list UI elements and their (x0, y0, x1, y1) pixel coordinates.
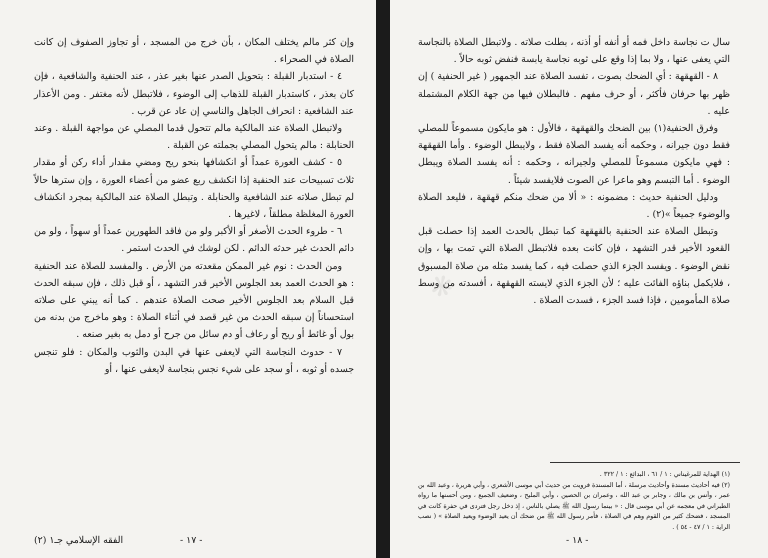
right-page (390, 0, 768, 558)
paragraph: سال ت نجاسة داخل فمه أو أنفه أو أذنه ، بطلت صلاته . ولاتبطل الصلاة بالنجاسة التي يعفى عنها ، ولا بما إذا وقع على ثوبه نجاسة يابسة فنفض ثوبه حالاً . (418, 37, 730, 66)
right-page-body (418, 34, 730, 309)
left-page-body (34, 34, 354, 378)
page-number: - ١٧ - (180, 535, 203, 546)
paragraph: وإن كثر مالم يختلف المكان ، بأن خرج من المسجد ، أو تجاوز الصفوف إن كانت الصلاة في الصحراء . (34, 37, 354, 66)
page-number: - ١٨ - (566, 535, 589, 546)
paragraph: ودليل الحنفية حديث : مضمونه : « ألا من ضحك منكم قهقهة ، فليعد الصلاة والوضوء جميعاً »(٢) . (418, 191, 730, 221)
series-label: الفقه الإسلامي جـ١ (٢) (34, 535, 124, 546)
footnote-divider (550, 462, 740, 463)
paragraph: ولاتبطل الصلاة عند المالكية مالم تتحول قدما المصلي عن مواجهة القبلة . وعند الحنابلة : مالم يتحول المصلي بجملته عن القبلة . (34, 123, 354, 152)
left-page (0, 0, 376, 558)
footnotes (418, 470, 730, 534)
watermark: ❋ (423, 266, 461, 307)
paragraph: ٧ - حدوث النجاسة التي لايعفى عنها في البدن والثوب والمكان : فلو تنجس جسده أو ثوبه ، أو سجد على شيء نجس بنجاسة لايعفى عنها ، أو (34, 346, 354, 375)
footnote: (١) الهداية للمرغيناني : ١ / ٦١ ، البدائع : ١ / ٣٢٢ . (599, 471, 730, 478)
paragraph: ٨ - القهقهة : أي الضحك بصوت ، تفسد الصلاة عند الجمهور ( غير الحنفية ) إن ظهر بها حرفان فأكثر ، أو حرف مفهم . فالبطلان فيها من جهة الكلام المشتملة عليه . (418, 71, 730, 117)
paragraph: ومن الحدث : نوم غير الممكن مقعدته من الأرض . والمفسد للصلاة عند الحنفية : هو الحدث العمد بعد الجلوس الأخير قدر التشهد ، أو قبل ذلك ، فإن سبقه الحدث قبل السلام بعد الجلوس الأخير صحت الصلاة عندهم . كما أنه يبني على صلاته استحساناً إن سبقه الحدث من غير قصد في أثناء الصلاة : وهو ماخرج من بدنه من بول أو غائط أو ريح أو رعاف أو دم سائل من جرح أو دمل به بغير صنعه . (34, 260, 354, 341)
paragraph: ٥ - كشف العورة عمداً أو انكشافها بنحو ريح ومضي مقدار أداء ركن أو مقدار ثلاث تسبيحات عند الحنفية إذا انكشف ربع عضو من أعضاء العورة ، وإن سترها حالاً لم تبطل صلاته عند الشافعية والحنابلة . وتبطل الصلاة عند المالكية بمجرد انكشاف العورة المغلظة مطلقاً ، لاغيرها . (34, 157, 354, 221)
paragraph: ٦ - طروء الحدث الأصغر أو الأكبر ولو من فاقد الطهورين عمداً أو سهواً ، ولو من دائم الحدث غير حدثه الدائم . لكن لوشك في الحدث استمر . (34, 226, 354, 255)
book-gutter (376, 0, 390, 558)
paragraph: ٤ - استدبار القبلة : بتحويل الصدر عنها بغير عذر ، عند الحنفية والشافعية ، فإن كان بعذر ، كاستدبار القبلة للذهاب إلى الوضوء ، فلاتبطل لأنه مغتفر . ومن الأعذار عند الشافعية : انحراف الجاهل والناسي إن عاد عن قرب . (34, 71, 354, 117)
footnote: (٢) فيه أحاديث مسندة وأحاديث مرسلة ، أما المسندة فرويت من حديث أبي موسى الأشعري ، وأبي هريرة ، وعبد الله بن عمر ، وأنس بن مالك ، وجابر بن عبد الله ، وعمران بن الحصين ، وأبي المليح ، وضعيف الجميع ، ومن أحسنها ما رواه الطبراني في معجمه عن أبي موسى قال : « بينما رسول الله ﷺ يصلي بالناس ، إذ دخل رجل فتردى في حفرة كانت في المسجد ، فضحك كثير من القوم وهم في الصلاة ، فأمر رسول الله ﷺ من ضحك أن يعيد الوضوء ويعيد الصلاة » ( نصب الراية : ١ / ٤٧ - ٥٤ ) . (418, 481, 730, 531)
paragraph: وفرق الحنفية(١) بين الضحك والقهقهة ، فالأول : هو مايكون مسموعاً للمصلي فقط دون جيرانه ، وحكمه أنه يفسد الصلاة فقط ، ولايبطل الوضوء . وأما القهقهة : فهي مايكون مسموعاً للمصلي ولجيرانه ، وحكمه : أنه يفسد الصلاة ويبطل الوضوء . أما التبسم وهو ماعرا عن الصوت فلايفسد شيئاً . (418, 123, 730, 186)
paragraph: وتبطل الصلاة عند الحنفية بالقهقهة كما تبطل بالحدث العمد إذا حصلت قبل القعود الأخير قدر التشهد ، فإن كانت بعده فلاتبطل الصلاة التي تمت بها ، وإن نقض الوضوء . ويفسد الجزء الذي حصلت فيه ، كما يفسد مثله من صلاة المسبوق ، فلايكمل بناؤه الفائت عليه ؛ لأن الجزء الذي لايسته القهقهة ، أفسدته من وسط صلاة المأمومين ، فإذا فسد الجزء ، فسدت الصلاة . (418, 226, 730, 307)
